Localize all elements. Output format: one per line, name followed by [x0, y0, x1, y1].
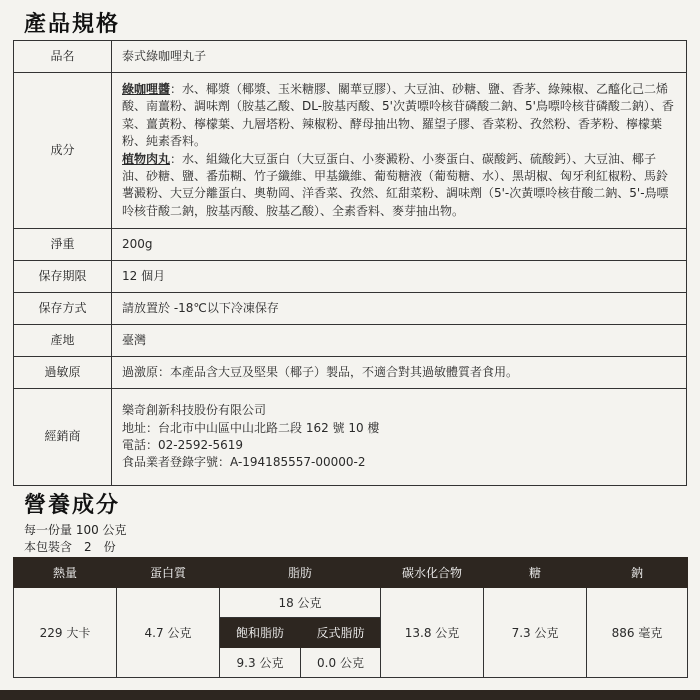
header-fat: 脂肪: [220, 558, 381, 588]
spec-value: 12 個月: [112, 261, 687, 293]
trans-fat-value: 0.0 公克: [301, 648, 381, 678]
header-sodium: 鈉: [587, 558, 688, 588]
spec-value: 200g: [112, 229, 687, 261]
meatball-heading: 植物肉丸: [122, 151, 171, 166]
nutrition-values-row: [14, 588, 688, 618]
sauce-heading: 綠咖哩醬: [122, 81, 171, 96]
header-calories: 熱量: [14, 558, 117, 588]
saturated-fat-label: 飽和脂肪: [220, 618, 301, 648]
value-carbs: 13.8 公克: [381, 588, 484, 678]
distributor-company: 樂奇創新科技股份有限公司: [122, 403, 267, 418]
spec-row-origin: [14, 325, 687, 357]
meatball-ingredients: ：水、組織化大豆蛋白（大豆蛋白、小麥澱粉、小麥蛋白、碳酸鈣、硫酸鈣）、大豆油、椰子油、砂糖、鹽、番茄糊、竹子纖維、甲基纖維、葡萄糖液（葡萄糖、水）、黑胡椒、匈牙利紅椒粉、馬鈴薯澱粉、大豆分離蛋白、奧勒岡、洋香菜、孜然、紅甜菜粉、調味劑（5'-次黃嘌呤核苷酸二鈉、5'-鳥嘌呤核苷酸二鈉，胺基丙酸、胺基乙酸）、全素香料、麥芽抽出物。: [122, 151, 669, 218]
spec-row-ingredients: [14, 73, 687, 229]
header-sugar: 糖: [484, 558, 587, 588]
spec-table: [13, 40, 687, 486]
distributor-phone: 電話：02-2592-5619: [122, 438, 244, 452]
sauce-ingredients: ：水、椰漿（椰漿、玉米糖膠、關華豆膠）、大豆油、砂糖、鹽、香茅、綠辣椒、乙醯化己二烯酸、南薑粉、調味劑（胺基乙酸、DL-胺基丙酸、5'次黃嘌呤核苷磷酸二鈉、5'鳥嘌呤核苷磷酸二鈉）、香菜、薑黃粉、檸檬葉、九層塔粉、辣椒粉、酵母抽出物、羅望子膠、香菜粉、孜然粉、香茅粉、檸檬葉粉、純素香料。: [122, 81, 674, 149]
spec-row-product-name: [14, 41, 687, 73]
spec-label: 成分: [14, 73, 112, 229]
value-protein: 4.7 公克: [117, 588, 220, 678]
bottom-divider: [0, 690, 700, 700]
spec-label: 保存方式: [14, 293, 112, 325]
ingredients-value: [112, 73, 687, 229]
nutrition-table: [13, 557, 688, 678]
spec-row-allergen: [14, 357, 687, 389]
distributor-license: 食品業者登錄字號：A-194185557-00000-2: [122, 455, 366, 470]
spec-row-storage: [14, 293, 687, 325]
saturated-fat-value: 9.3 公克: [220, 648, 301, 678]
header-protein: 蛋白質: [117, 558, 220, 588]
spec-value: 臺灣: [112, 325, 687, 357]
spec-value: 泰式綠咖哩丸子: [112, 41, 687, 73]
spec-row-net-weight: [14, 229, 687, 261]
value-fat: 18 公克: [220, 588, 381, 618]
distributor-value: [112, 389, 687, 486]
distributor-address: 地址：台北市中山區中山北路二段 162 號 10 樓: [122, 420, 380, 435]
spec-label: 經銷商: [14, 389, 112, 486]
spec-label: 淨重: [14, 229, 112, 261]
spec-row-distributor: [14, 389, 687, 486]
nutrition-title: 營養成分: [24, 493, 121, 518]
spec-value: 過激原：本產品含大豆及堅果（椰子）製品，不適合對其過敏體質者食用。: [112, 357, 687, 389]
nutrition-header-row: [14, 558, 688, 588]
value-sugar: 7.3 公克: [484, 588, 587, 678]
spec-label: 保存期限: [14, 261, 112, 293]
spec-title: 產品規格: [24, 12, 121, 37]
spec-label: 產地: [14, 325, 112, 357]
value-calories: 229 大卡: [14, 588, 117, 678]
spec-label: 過敏原: [14, 357, 112, 389]
servings-per-package: 本包裝含 2 份: [24, 540, 116, 554]
trans-fat-label: 反式脂肪: [301, 618, 381, 648]
spec-row-shelf-life: [14, 261, 687, 293]
spec-value: 請放置於 -18℃以下冷凍保存: [112, 293, 687, 325]
header-carbs: 碳水化合物: [381, 558, 484, 588]
value-sodium: 886 毫克: [587, 588, 688, 678]
serving-size: 每一份量 100 公克: [24, 523, 127, 537]
spec-label: 品名: [14, 41, 112, 73]
